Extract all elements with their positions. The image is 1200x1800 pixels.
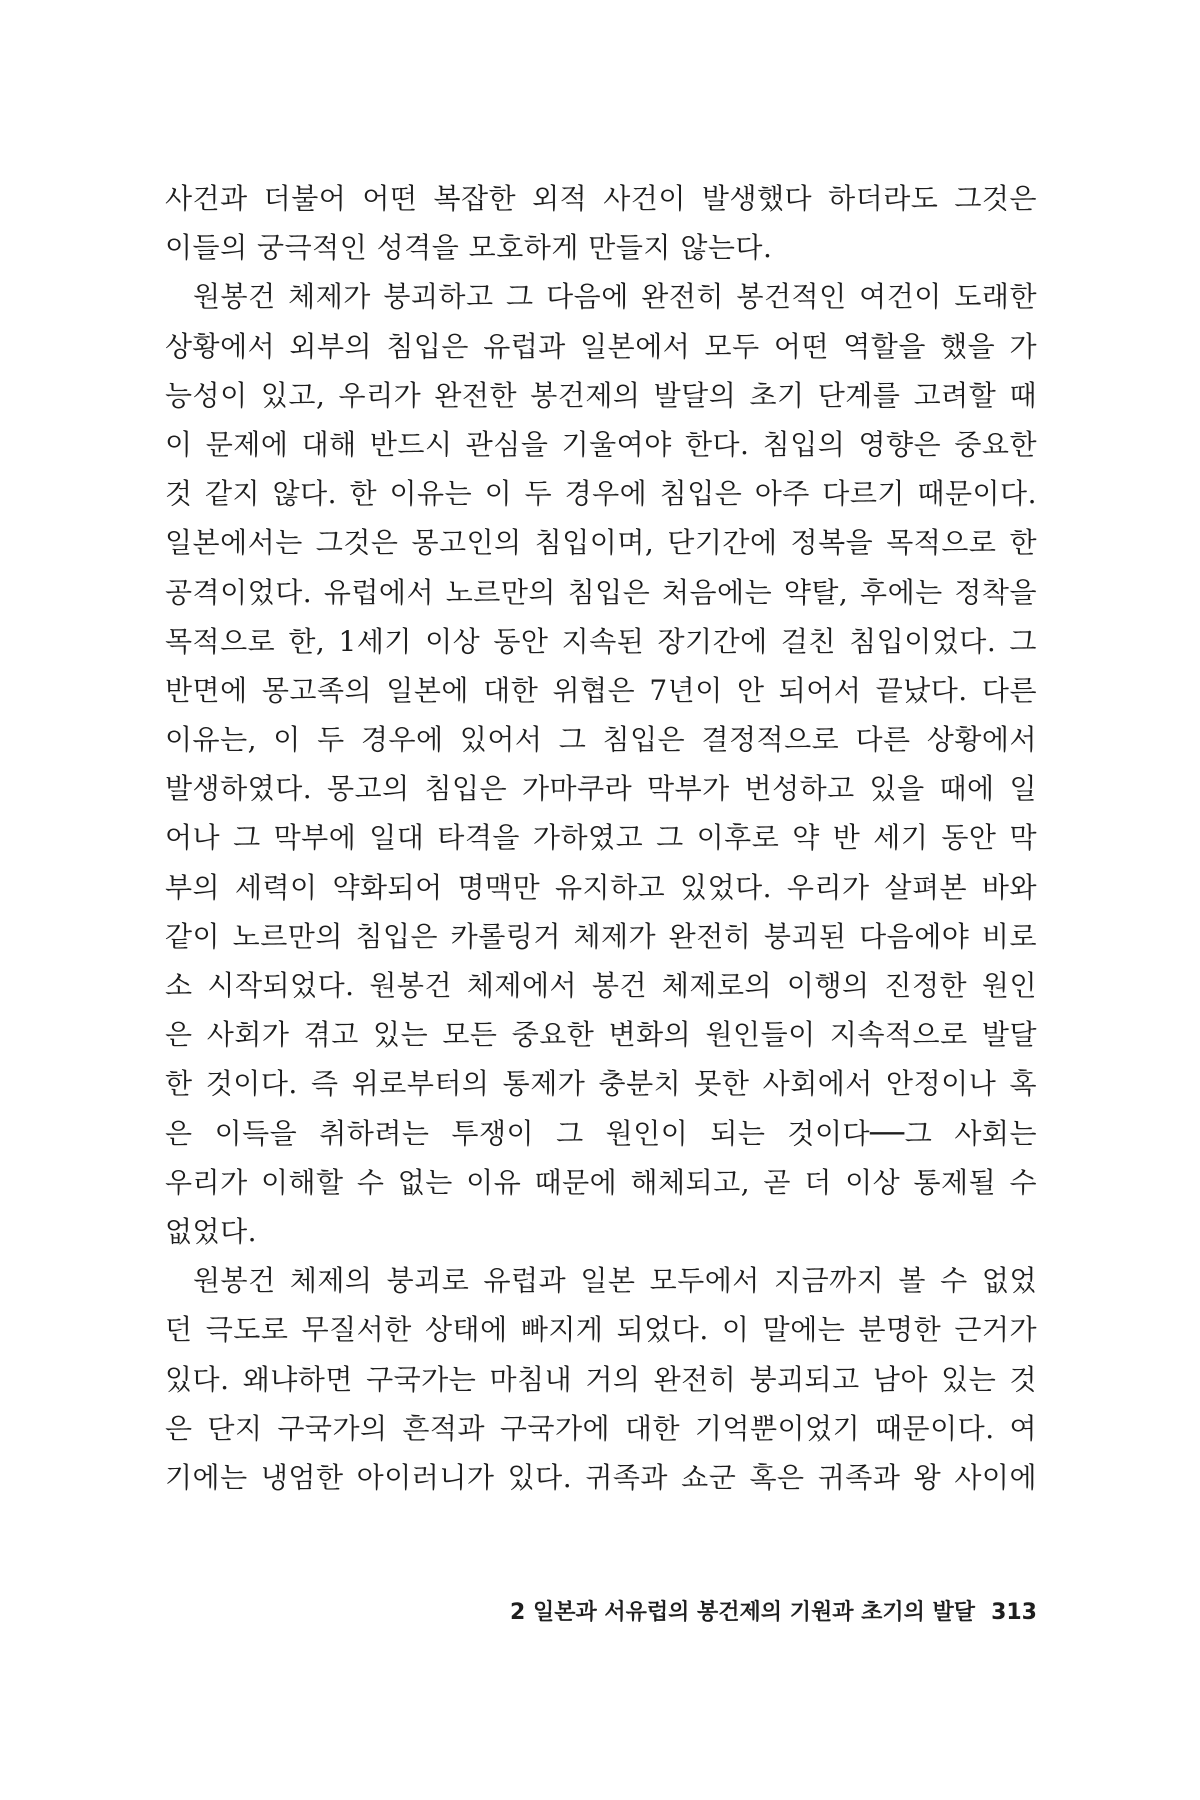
text-line: 같이 노르만의 침입은 카롤링거 체제가 완전히 붕괴된 다음에야 비로	[165, 919, 1037, 953]
text-line: 발생하였다. 몽고의 침입은 가마쿠라 막부가 번성하고 있을 때에 일	[165, 772, 1037, 806]
text-line: 던 극도로 무질서한 상태에 빠지게 되었다. 이 말에는 분명한 근거가	[165, 1313, 1037, 1347]
body-text	[165, 174, 1037, 1502]
text-line: 소 시작되었다. 원봉건 체제에서 봉건 체제로의 이행의 진정한 원인	[165, 969, 1037, 1002]
page-number: 313	[991, 1600, 1037, 1625]
text-line: 부의 세력이 약화되어 명맥만 유지하고 있었다. 우리가 살펴본 바와	[165, 870, 1037, 904]
text-line: 이들의 궁극적인 성격을 모호하게 만들지 않는다.	[165, 231, 773, 265]
text-line: 일본에서는 그것은 몽고인의 침입이며, 단기간에 정복을 목적으로 한	[165, 526, 1037, 560]
text-line: 목적으로 한, 1세기 이상 동안 지속된 장기간에 걸친 침입이었다. 그	[165, 624, 1037, 658]
page-footer	[165, 1595, 1037, 1626]
text-line: 공격이었다. 유럽에서 노르만의 침입은 처음에는 약탈, 후에는 정착을	[165, 575, 1037, 609]
text-line: 한 것이다. 즉 위로부터의 통제가 충분치 못한 사회에서 안정이나 혹	[165, 1067, 1037, 1101]
text-line: 은 사회가 겪고 있는 모든 중요한 변화의 원인들이 지속적으로 발달	[165, 1018, 1037, 1052]
text-line: 없었다.	[165, 1214, 258, 1248]
text-line: 기에는 냉엄한 아이러니가 있다. 귀족과 쇼군 혹은 귀족과 왕 사이에	[165, 1460, 1037, 1494]
text-line: 상황에서 외부의 침입은 유럽과 일본에서 모두 어떤 역할을 했을 가	[165, 329, 1037, 363]
text-line: 반면에 몽고족의 일본에 대한 위협은 7년이 안 되어서 끝났다. 다른	[165, 673, 1037, 707]
text-line: 은 이득을 취하려는 투쟁이 그 원인이 되는 것이다──그 사회는	[165, 1116, 1037, 1150]
text-line: 어나 그 막부에 일대 타격을 가하였고 그 이후로 약 반 세기 동안 막	[165, 821, 1037, 855]
text-line: 원봉건 체제의 붕괴로 유럽과 일본 모두에서 지금까지 볼 수 없었	[193, 1264, 1037, 1298]
text-line: 은 단지 구국가의 흔적과 구국가에 대한 기억뿐이었기 때문이다. 여	[165, 1411, 1037, 1445]
text-line: 이 문제에 대해 반드시 관심을 기울여야 한다. 침입의 영향은 중요한	[165, 427, 1037, 461]
text-line: 사건과 더불어 어떤 복잡한 외적 사건이 발생했다 하더라도 그것은	[165, 182, 1037, 215]
text-line: 이유는, 이 두 경우에 있어서 그 침입은 결정적으로 다른 상황에서	[165, 723, 1037, 757]
text-line: 능성이 있고, 우리가 완전한 봉건제의 발달의 초기 단계를 고려할 때	[165, 378, 1037, 412]
running-title: 2 일본과 서유럽의 봉건제의 기원과 초기의 발달	[510, 1600, 976, 1625]
text-line: 원봉건 체제가 붕괴하고 그 다음에 완전히 봉건적인 여건이 도래한	[193, 280, 1037, 314]
text-line: 있다. 왜냐하면 구국가는 마침내 거의 완전히 붕괴되고 남아 있는 것	[165, 1362, 1037, 1396]
text-line: 우리가 이해할 수 없는 이유 때문에 해체되고, 곧 더 이상 통제될 수	[165, 1165, 1037, 1199]
text-line: 것 같지 않다. 한 이유는 이 두 경우에 침입은 아주 다르기 때문이다.	[165, 477, 1037, 511]
